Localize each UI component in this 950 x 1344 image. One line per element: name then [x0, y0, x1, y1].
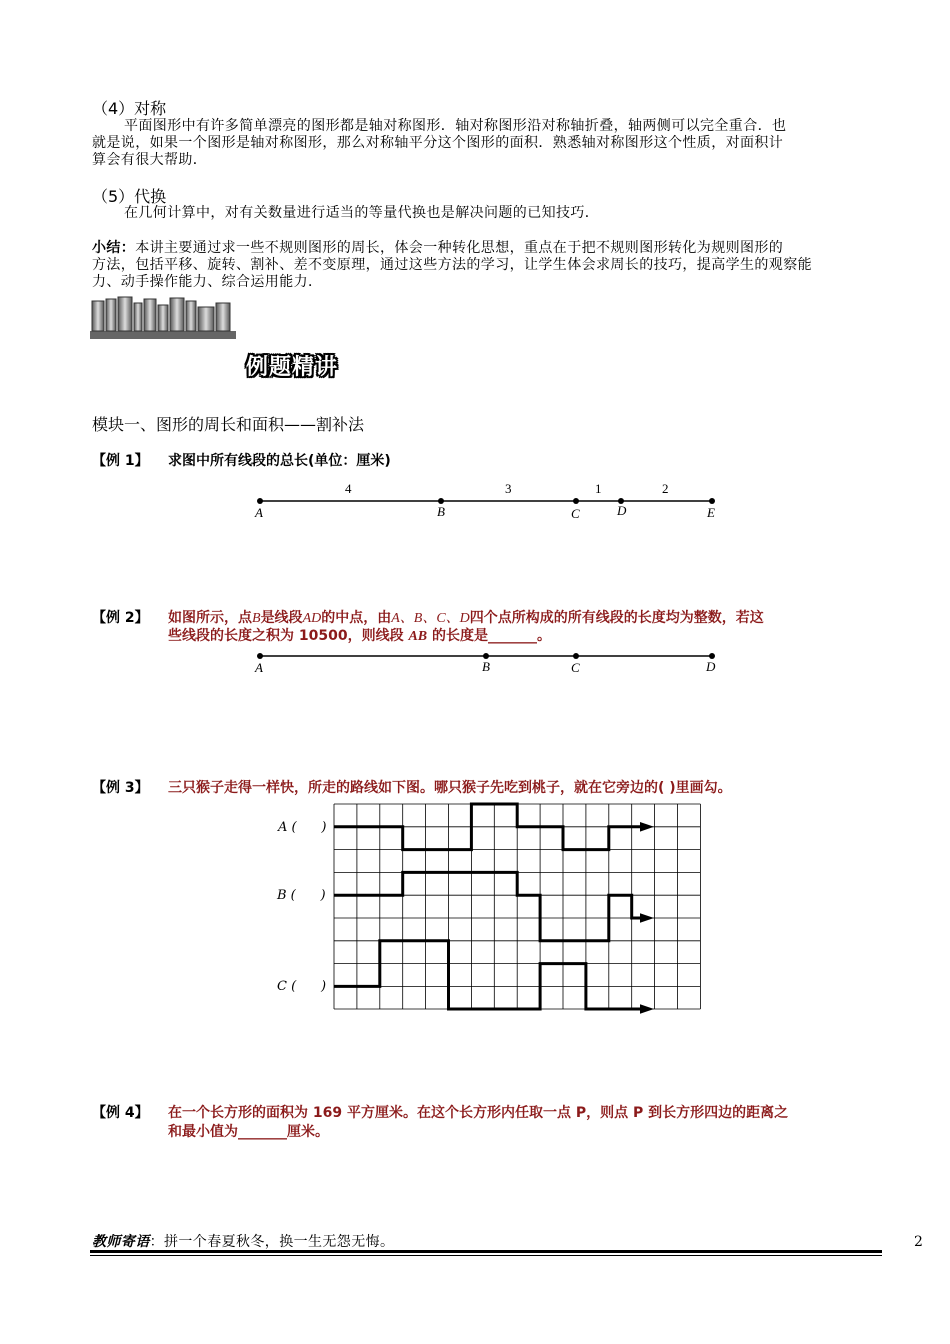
section4-line1: 平面图形中有许多简单漂亮的图形都是轴对称图形．轴对称图形沿对称轴折叠，轴两侧可以完全重合．也 [124, 118, 787, 134]
summary-line2: 方法，包括平移、旋转、割补、差不变原理，通过这些方法的学习，让学生体会求周长的技巧，提高学生的观察能 [92, 257, 812, 273]
path-c [334, 941, 643, 1009]
section4-line3: 算会有很大帮助． [92, 152, 208, 168]
ex1-label-a: A [255, 505, 263, 520]
ex2-label-c: C [571, 660, 580, 675]
ex3-question: 三只猴子走得一样快，所走的路线如下图。哪只猴子先吃到桃子，就在它旁边的( )里画勾。 [168, 780, 732, 796]
ex1-segment-figure [240, 478, 740, 524]
ex3-grid-figure [330, 800, 710, 1015]
ex1-seg-cd: 1 [595, 481, 602, 496]
path-b [334, 872, 643, 940]
grid-lines [334, 804, 700, 1009]
footer-rule-thick [90, 1250, 882, 1253]
footer-motto: 教师寄语：拼一个春夏秋冬，换一生无怨无悔。 [92, 1234, 395, 1250]
footer-rule-thin [90, 1255, 882, 1256]
ex1-tag: 【例 1】 [92, 453, 149, 469]
page-number: 2 [914, 1234, 923, 1250]
ex2-label-a: A [255, 660, 263, 675]
ex1-label-b: B [437, 504, 445, 519]
section4-title: （4）对称 [92, 99, 167, 118]
module-title: 模块一、图形的周长和面积——割补法 [92, 415, 365, 434]
path-c-arrow-icon [640, 1004, 654, 1014]
section5-line: 在几何计算中，对有关数量进行适当的等量代换也是解决问题的已知技巧． [124, 205, 600, 221]
summary-line3: 力、动手操作能力、综合运用能力． [92, 274, 323, 290]
ex2-point-a [257, 653, 263, 659]
ex1-label-c: C [571, 506, 580, 521]
ex1-point-c [573, 498, 579, 504]
ex4-line2: 和最小值为_______厘米。 [168, 1124, 329, 1140]
ex1-question: 求图中所有线段的总长(单位：厘米) [168, 453, 391, 469]
ex2-tag: 【例 2】 [92, 610, 149, 626]
section5-title: （5）代换 [92, 187, 167, 206]
ex1-seg-de: 2 [662, 481, 669, 496]
ex1-seg-ab: 4 [345, 481, 352, 496]
summary-label: 小结： [92, 240, 136, 256]
summary-line1: 小结：本讲主要通过求一些不规则图形的周长，体会一种转化思想，重点在于把不规则图形转化为规则图形的 [92, 240, 784, 256]
ex1-seg-bc: 3 [505, 481, 512, 496]
ex1-point-e [709, 498, 715, 504]
ex2-segment-figure [240, 646, 740, 678]
path-a-arrow-icon [640, 822, 654, 832]
ex2-point-c [573, 653, 579, 659]
path-b-arrow-icon [640, 913, 654, 923]
ex2-label-b: B [482, 659, 490, 674]
section4-line2: 就是说，如果一个图形是轴对称图形，那么对称轴平分这个图形的面积．熟悉轴对称图形这个性质，对面积计 [92, 135, 784, 151]
footer-label: 教师寄语 [92, 1234, 150, 1250]
ex4-tag: 【例 4】 [92, 1105, 149, 1121]
ex2-label-d: D [706, 659, 716, 674]
banner-title: 例题精讲 [246, 355, 339, 380]
ex4-line1: 在一个长方形的面积为 169 平方厘米。在这个长方形内任取一点 P，则点 P 到长方形四边的距离之 [168, 1105, 789, 1121]
monkey-c-label: C ( ) [277, 979, 327, 994]
bookshelf-icon [90, 295, 236, 341]
ex1-point-a [257, 498, 263, 504]
ex2-line2: 些线段的长度之积为 10500，则线段 AB 的长度是_______。 [168, 628, 552, 644]
ex3-tag: 【例 3】 [92, 780, 149, 796]
ex1-label-e: E [707, 505, 715, 520]
ex2-line1: 如图所示，点B是线段AD的中点，由A、B、C、D四个点所构成的所有线段的长度均为整数，若这 [168, 610, 764, 626]
monkey-b-label: B ( ) [277, 888, 326, 903]
monkey-a-label: A ( ) [278, 820, 327, 835]
ex1-label-d: D [617, 503, 627, 518]
